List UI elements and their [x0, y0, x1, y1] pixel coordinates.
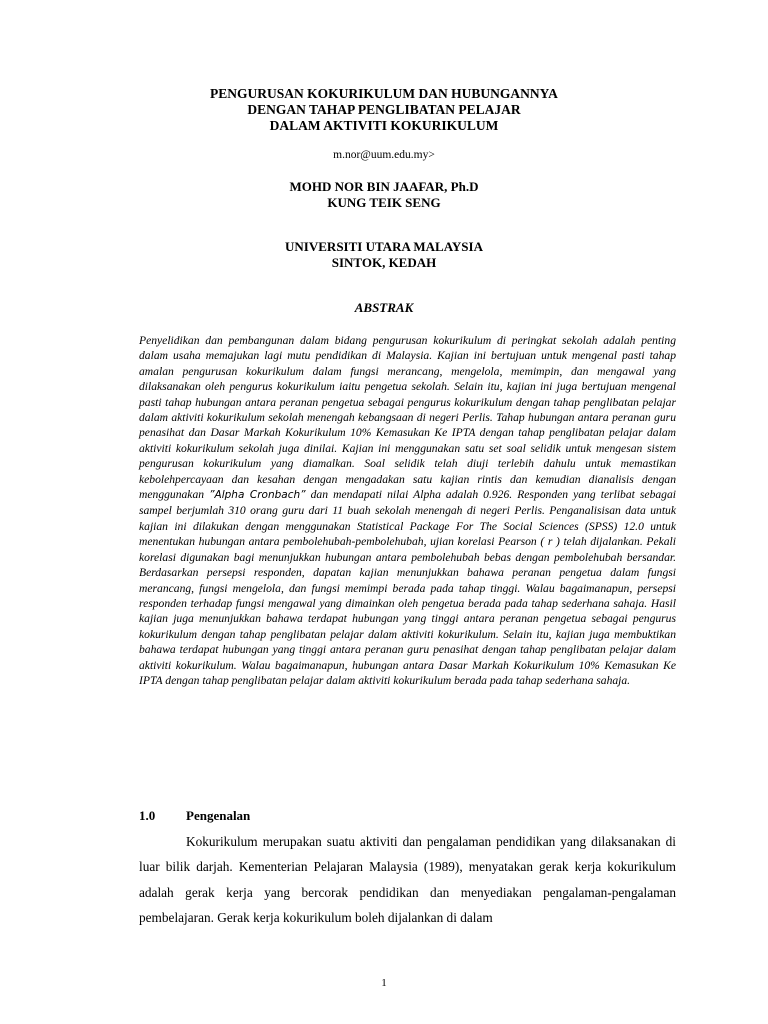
section-title: Pengenalan — [186, 808, 251, 823]
section-number: 1.0 — [139, 808, 156, 823]
author-email: m.nor@uum.edu.my> — [333, 149, 435, 161]
affiliation-line-1: UNIVERSITI UTARA MALAYSIA — [285, 239, 483, 254]
affiliation-line-2: SINTOK, KEDAH — [331, 255, 437, 270]
title-line-1: PENGURUSAN KOKURIKULUM DAN HUBUNGANNYA — [210, 86, 558, 101]
title-line-2: DENGAN TAHAP PENGLIBATAN PELAJAR — [247, 102, 521, 117]
author-1: MOHD NOR BIN JAAFAR, Ph.D — [289, 179, 479, 194]
body-paragraph: Kokurikulum merupakan suatu aktiviti dan pengalaman pendidikan yang dilaksanakan di luar bilik darjah. Kementerian Pelajaran Malaysia (1989), menyatakan gerak kerja kokurikulum adalah gerak kerja yang bercorak pendidikan dan menyediakan pengalaman-pengalaman pembelajaran. Gerak kerja kokurikulum boleh dijalankan di dalam — [139, 834, 676, 925]
title-line-3: DALAM AKTIVITI KOKURIKULUM — [269, 118, 499, 133]
author-names — [0, 179, 768, 211]
abstract-alpha-term: ”Alpha Cronbach” — [209, 489, 306, 502]
page-number: 1 — [381, 977, 387, 989]
section-heading — [139, 808, 250, 824]
abstract-text — [139, 333, 676, 688]
author-2: KUNG TEIK SENG — [327, 195, 441, 210]
abstract-heading: ABSTRAK — [354, 300, 414, 315]
abstract-part-1: Penyelidikan dan pembangunan dalam bidang pengurusan kokurikulum di peringkat sekolah adalah penting dalam usaha memajukan lagi mutu pendidikan di Malaysia. Kajian ini bertujuan untuk mengenal pasti tahap amalan pengurusan kokurikulum dalam fungsi merancang, mengelola, memimpin, dan mengawal yang dilaksanakan oleh pengurus kokurikulum iaitu pengetua sekolah. Selain itu, kajian ini juga bertujuan mengenal pasti tahap hubungan antara peranan pengetua sebagai pengurus kokurikulum dengan tahap penglibatan pelajar dalam aktiviti kokurikulum sekolah menengah kebangsaan di negeri Perlis. Tahap hubungan antara peranan guru penasihat dan Dasar Markah Kokurikulum 10% Kemasukan Ke IPTA dengan tahap penglibatan pelajar dalam aktiviti kokurikulum sekolah juga dinilai. Kajian ini menggunakan satu set soal selidik untuk mengesan sistem pengurusan kokurikulum yang diamalkan. Soal selidik telah diuji terlebih dahulu untuk memastikan kebolehpercayaan dan kesahan dengan mengadakan satu kajian rintis dan kemudian dianalisis dengan menggunakan — [139, 334, 676, 502]
paper-title — [0, 86, 768, 134]
abstract-part-2: dan mendapati nilai Alpha adalah 0.926. Responden yang terlibat sebagai sampel berjumlah 310 orang guru dari 11 buah sekolah menengah di negeri Perlis. Penganalisisan data untuk kajian ini dilakukan dengan menggunakan Statistical Package For The Social Sciences (SPSS) 12.0 untuk menentukan hubungan antara pembolehubah-pembolehubah, ujian korelasi Pearson ( r ) telah dijalankan. Pekali korelasi digunakan bagi menunjukkan hubungan antara pembolehubah bebas dengan pembolehubah bersandar. Berdasarkan persepsi responden, dapatan kajian menunjukkan bahawa peranan pengetua dalam fungsi merancang, fungsi mengelola, dan fungsi memimpi berada pada tahap tinggi. Walau bagaimanapun, persepsi responden terhadap fungsi mengawal yang dimainkan oleh pengetua berada pada tahap sederhana sahaja. Hasil kajian juga menunjukkan bahawa terdapat hubungan yang tinggi antara peranan pengetua sebagai pengurus kokurikulum dengan tahap penglibatan pelajar dalam aktiviti kokurikulum. Selain itu, kajian juga membuktikan bahawa terdapat hubungan yang tinggi antara peranan guru penasihat dengan tahap penglibatan pelajar dalam aktiviti kokurikulum. Walau bagaimanapun, hubungan antara Dasar Markah Kokurikulum 10% Kemasukan Ke IPTA dengan tahap penglibatan pelajar dalam aktiviti kokurikulum berada pada tahap sederhana sahaja. — [139, 488, 676, 687]
affiliation — [0, 239, 768, 271]
